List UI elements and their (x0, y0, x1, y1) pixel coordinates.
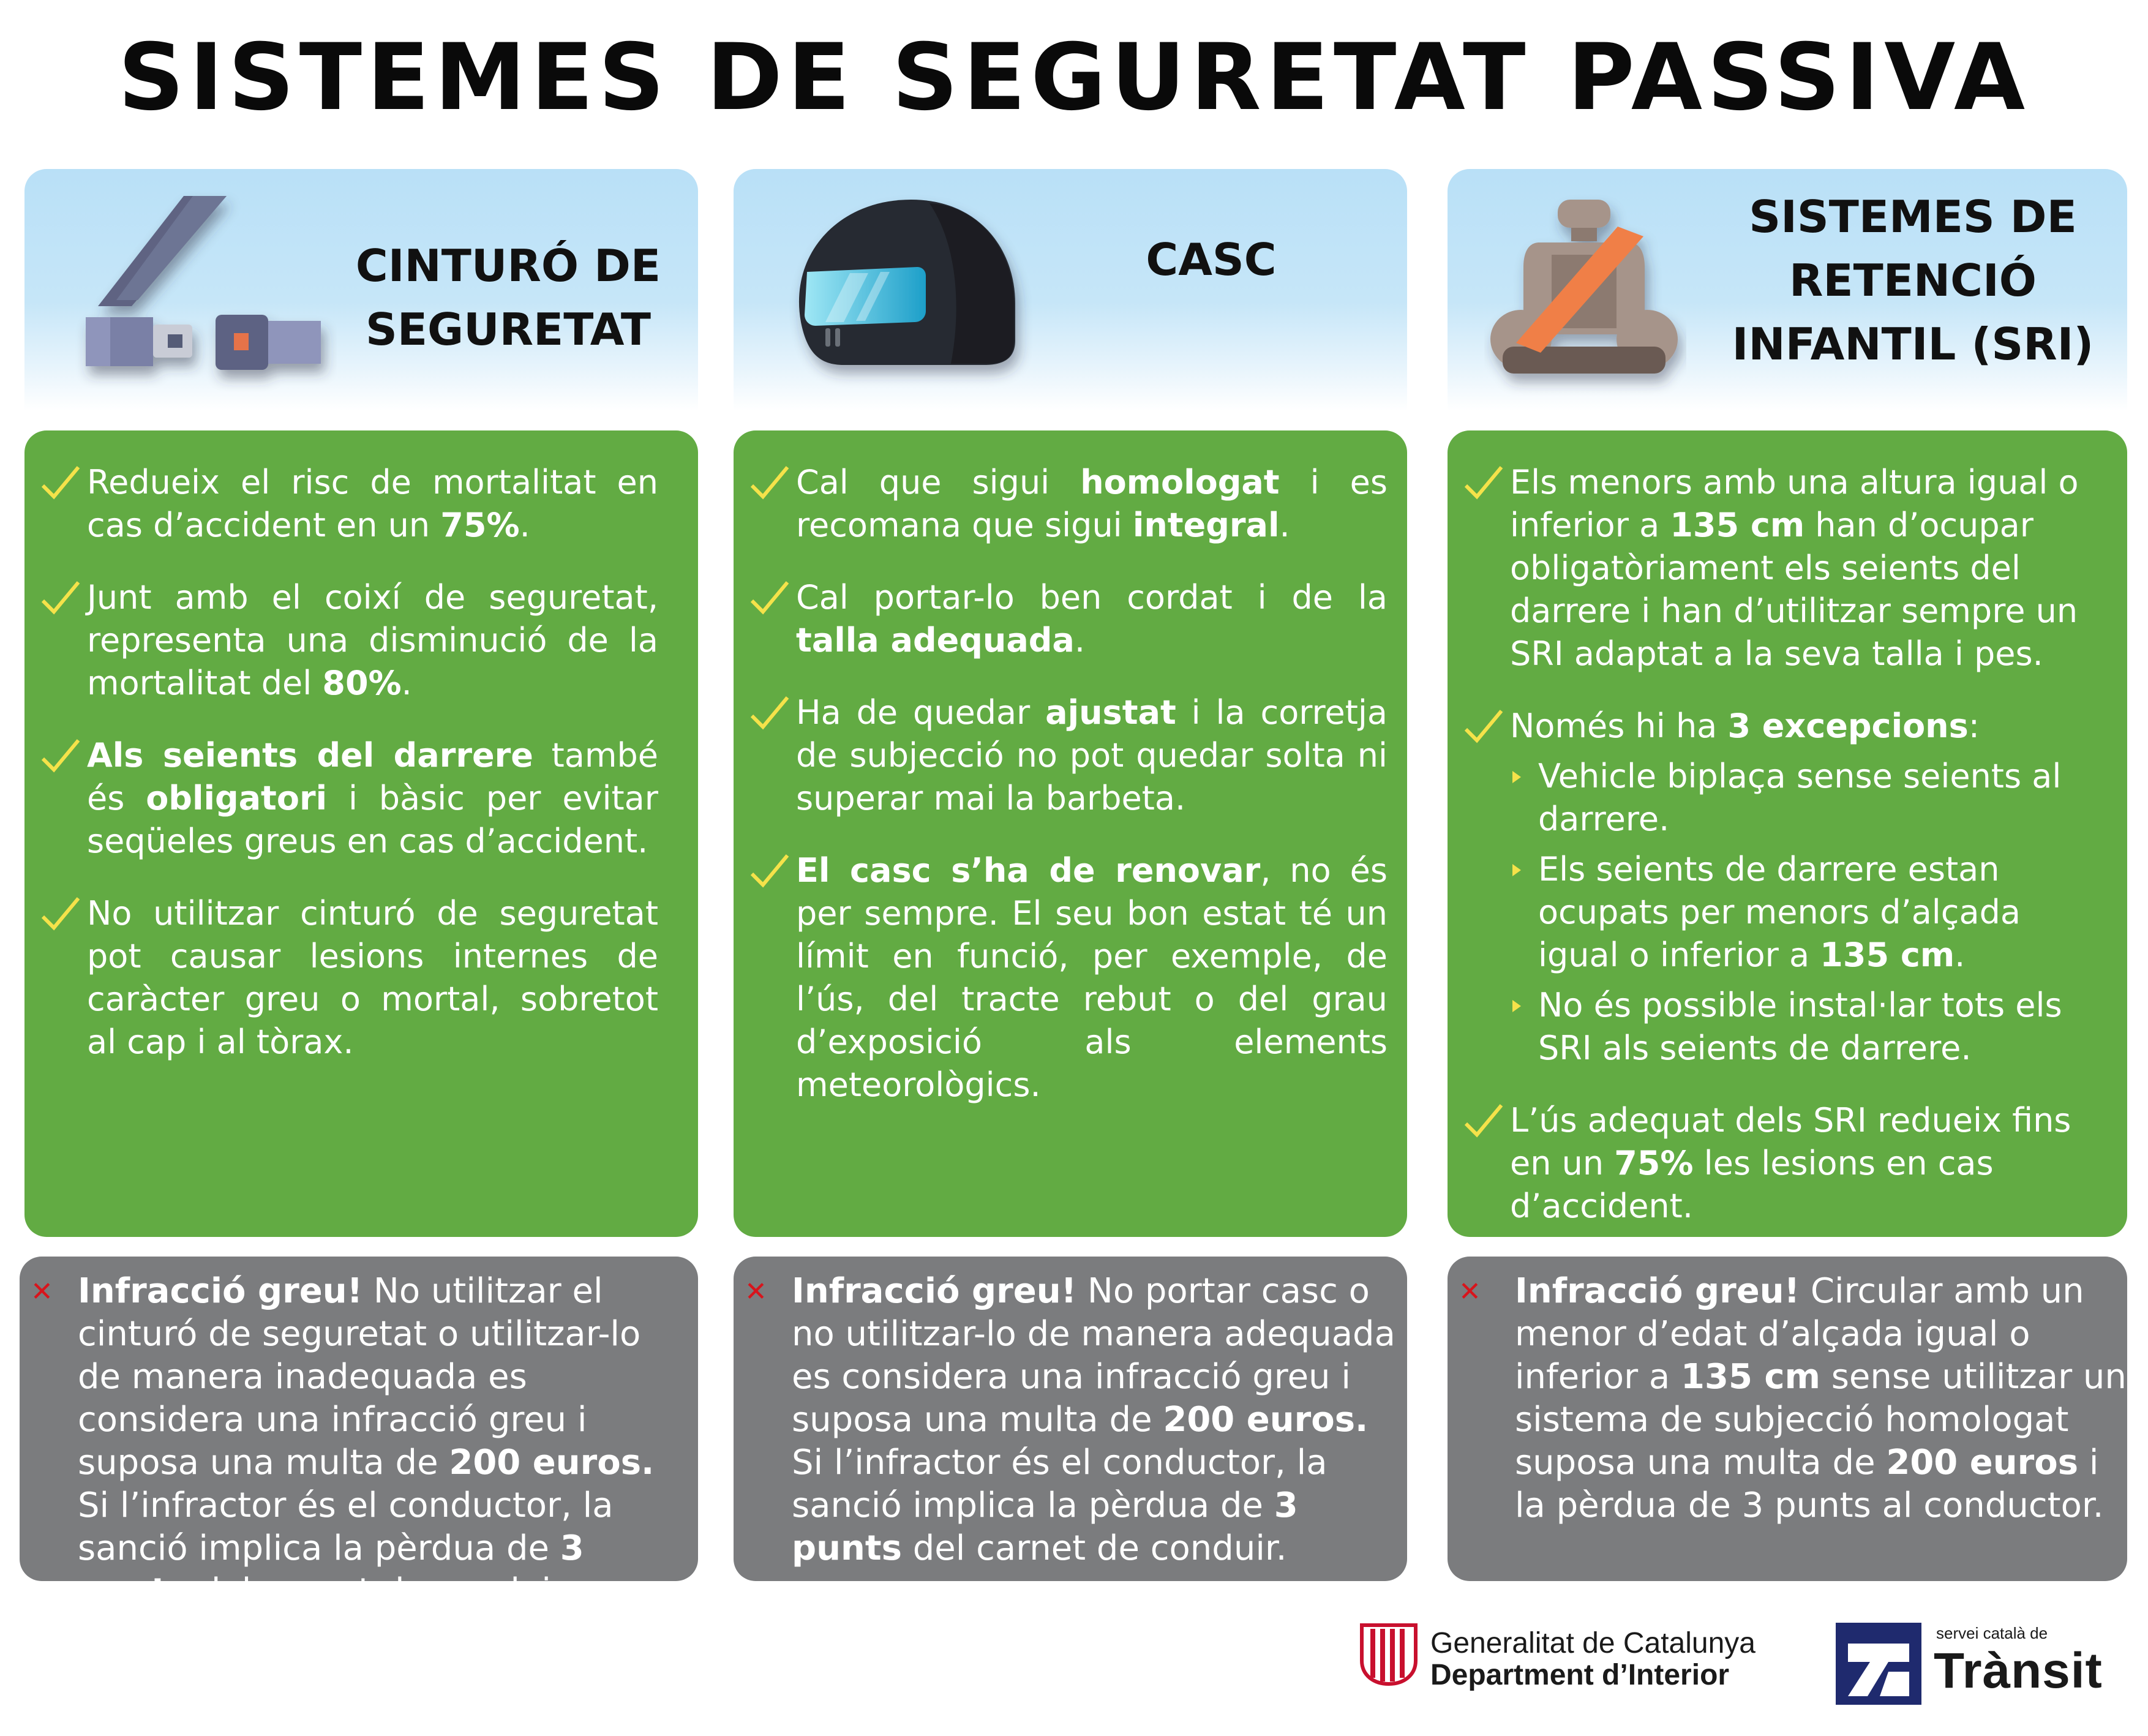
helmet-icon (776, 181, 1034, 389)
benefit-text (87, 734, 658, 863)
helmet-benefits-panel (734, 430, 1407, 1237)
benefit-text (1510, 461, 2109, 675)
transit-name: Trànsit (1934, 1643, 2103, 1699)
text-run: Cal que sigui (796, 463, 1081, 502)
text-run: i la pèrdua de 3 punts al conductor. (1515, 1443, 2104, 1525)
bold-text: 75% (440, 506, 520, 544)
checkmark-icon (36, 459, 84, 508)
bold-text: Als seients del darrere (87, 736, 533, 775)
bold-text: integral (1132, 506, 1280, 544)
text-run: Els menors amb una altura igual o inferior a (1510, 463, 2079, 544)
benefit-text (87, 576, 658, 705)
exception-list (1510, 755, 2109, 1070)
cross-icon: ✕ (1459, 1276, 1481, 1307)
text-run: No utilitzar cinturó de seguretat pot causar lesions internes de caràcter greu o mortal, sobretot al cap i al tòrax. (87, 894, 658, 1061)
seatbelt-title-line: SEGURETAT (366, 304, 651, 355)
text-run: i la corretja de subjecció no pot quedar solta ni superar mai la barbeta. (796, 693, 1388, 817)
text-run: Redueix el risc de mortalitat en cas d’accident en un (87, 463, 658, 544)
seatbelt-header (24, 169, 698, 411)
bold-text: 200 euros. (1163, 1400, 1369, 1440)
bold-text: Infracció greu! (78, 1271, 363, 1311)
bold-text: 75% (1614, 1144, 1694, 1182)
checkmark-icon (36, 732, 84, 781)
text-run: Circular amb un menor d’edat d’alçada igual o inferior a (1515, 1271, 2084, 1397)
text-run: . (401, 664, 412, 702)
child-seat-title-line: RETENCIÓ (1789, 255, 2037, 306)
benefit-text (87, 892, 658, 1064)
cross-icon: ✕ (745, 1276, 767, 1307)
text-run: Si l’infractor és el conductor, la sanció implica la pèrdua de (792, 1443, 1327, 1525)
seatbelt-infraction-text (78, 1270, 690, 1613)
benefit-item (24, 734, 658, 863)
benefit-text (1510, 1099, 2109, 1228)
text-run: també és (87, 736, 658, 817)
seatbelt-title (337, 234, 680, 361)
text-run: han d’ocupar obligatòriament els seients del darrere i han d’utilitzar sempre un SRI adaptat a la seva talla i pes. (1510, 506, 2078, 673)
helmet-benefits-list (734, 461, 1388, 1136)
bold-text: homologat (1080, 463, 1280, 502)
checkmark-icon (1459, 1097, 1508, 1146)
benefit-text (796, 576, 1388, 662)
benefit-item (1448, 1099, 2109, 1228)
child-seat-title-line: INFANTIL (SRI) (1732, 318, 2094, 370)
seatbelt-infraction-panel (20, 1257, 698, 1611)
bold-text: 3 punts (78, 1528, 584, 1611)
benefit-text (1510, 705, 2109, 748)
seatbelt-title-line: CINTURÓ DE (355, 240, 661, 291)
checkmark-icon (36, 890, 84, 939)
benefit-item (24, 576, 658, 705)
text-run: les lesions en cas d’accident. (1510, 1144, 1994, 1225)
child-seat-title (1717, 185, 2109, 376)
transit-emblem-icon (1836, 1623, 1921, 1705)
generalitat-logo (1358, 1623, 1781, 1690)
helmet-title-line: CASC (1146, 234, 1277, 285)
seatbelt-benefits-panel (24, 430, 698, 1237)
page-title: SISTEMES DE SEGURETAT PASSIVA (118, 24, 2030, 131)
benefit-text (796, 461, 1388, 547)
exception-item (1510, 848, 2109, 977)
bold-text: 135 cm (1820, 936, 1955, 974)
text-run: sense utilitzar un sistema de subjecció homologat suposa una multa de (1515, 1357, 2127, 1482)
benefit-text (796, 691, 1388, 820)
text-run: . (1279, 506, 1290, 544)
helmet-infraction-panel (734, 1257, 1407, 1581)
text-run: Només hi ha (1510, 707, 1728, 745)
benefit-text (796, 849, 1388, 1107)
text-run: , no és per sempre. El seu bon estat té un límit en funció, per exemple, de l’ús, del tracte rebut o del grau d’exposició als elements meteorològics. (796, 851, 1388, 1104)
text-run: : (1968, 707, 1980, 745)
text-run: . (1955, 936, 1966, 974)
benefit-item (24, 892, 658, 1064)
text-run: Cal portar-lo ben cordat i de la (796, 578, 1388, 617)
child-seat-header (1448, 169, 2127, 411)
benefit-item (734, 461, 1388, 547)
bold-text: 3 punts (792, 1486, 1298, 1568)
text-run: . (1074, 621, 1086, 659)
bold-text: 200 euros. (449, 1443, 655, 1482)
text-run: Junt amb el coixí de seguretat, representa una disminució de la mortalitat del (87, 578, 658, 702)
helmet-header (734, 169, 1407, 411)
benefit-item (734, 849, 1388, 1107)
checkmark-icon (745, 689, 794, 738)
department-name: Department d’Interior (1430, 1659, 1730, 1691)
benefit-item (24, 461, 658, 547)
text-run: Vehicle biplaça sense seients al darrere. (1538, 757, 2062, 838)
benefit-item (1448, 705, 2109, 1070)
bold-text: 200 euros (1886, 1443, 2079, 1482)
exception-item (1510, 984, 2109, 1070)
bold-text: 80% (322, 664, 402, 702)
child-seat-benefits-list (1448, 461, 2109, 1257)
benefit-item (1448, 461, 2109, 675)
benefit-item (734, 576, 1388, 662)
helmet-infraction-text (792, 1270, 1404, 1570)
checkmark-icon (745, 459, 794, 508)
checkmark-icon (745, 847, 794, 896)
transit-service-label: servei català de (1936, 1624, 2048, 1642)
text-run: No és possible instal·lar tots els SRI als seients de darrere. (1538, 986, 2062, 1067)
bold-text: 3 excepcions (1727, 707, 1969, 745)
bold-text: Infracció greu! (792, 1271, 1077, 1311)
benefit-item (734, 691, 1388, 820)
text-run: i es recomana que sigui (796, 463, 1388, 544)
bold-text: 135 cm (1670, 506, 1805, 544)
child-seat-infraction-text (1515, 1270, 2127, 1527)
text-run: i bàsic per evitar seqüeles greus en cas d’accident. (87, 779, 658, 860)
child-seat-infraction-panel (1448, 1257, 2127, 1581)
child-seat-icon (1484, 194, 1686, 396)
seatbelt-icon (73, 190, 337, 392)
senyera-emblem-icon (1358, 1623, 1419, 1686)
bold-text: El casc s’ha de renovar (796, 851, 1261, 890)
bold-text: 135 cm (1681, 1357, 1820, 1397)
helmet-title (1132, 228, 1291, 291)
exception-item (1510, 755, 2109, 841)
seatbelt-benefits-list (24, 461, 658, 1093)
checkmark-icon (36, 574, 84, 623)
text-run: del carnet de conduir. (901, 1528, 1287, 1568)
bold-text: obligatori (146, 779, 328, 817)
bold-text: Infracció greu! (1515, 1271, 1800, 1311)
child-seat-benefits-panel (1448, 430, 2127, 1237)
cross-icon: ✕ (31, 1276, 53, 1307)
checkmark-icon (1459, 702, 1508, 751)
bold-text: talla adequada (796, 621, 1075, 659)
text-run: . (519, 506, 530, 544)
text-run: del carnet de conduir. (187, 1571, 573, 1611)
child-seat-title-line: SISTEMES DE (1749, 191, 2077, 242)
text-run: Ha de quedar (796, 693, 1046, 732)
benefit-text (87, 461, 658, 547)
text-run: No utilitzar el cinturó de seguretat o utilitzar-lo de manera inadequada es considera una infracció greu i suposa una multa de (78, 1271, 641, 1482)
text-run: L’ús adequat dels SRI redueix fins en un (1510, 1101, 2071, 1182)
checkmark-icon (745, 574, 794, 623)
transit-logo (1836, 1621, 2130, 1705)
text-run: No portar casc o no utilitzar-lo de manera adequada es considera una infracció greu i suposa una multa de (792, 1271, 1395, 1440)
checkmark-icon (1459, 459, 1508, 508)
text-run: Si l’infractor és el conductor, la sanció implica la pèrdua de (78, 1486, 614, 1568)
text-run: Els seients de darrere estan ocupats per menors d’alçada igual o inferior a (1538, 850, 2021, 974)
bold-text: ajustat (1045, 693, 1176, 732)
generalitat-name: Generalitat de Catalunya (1430, 1627, 1756, 1659)
